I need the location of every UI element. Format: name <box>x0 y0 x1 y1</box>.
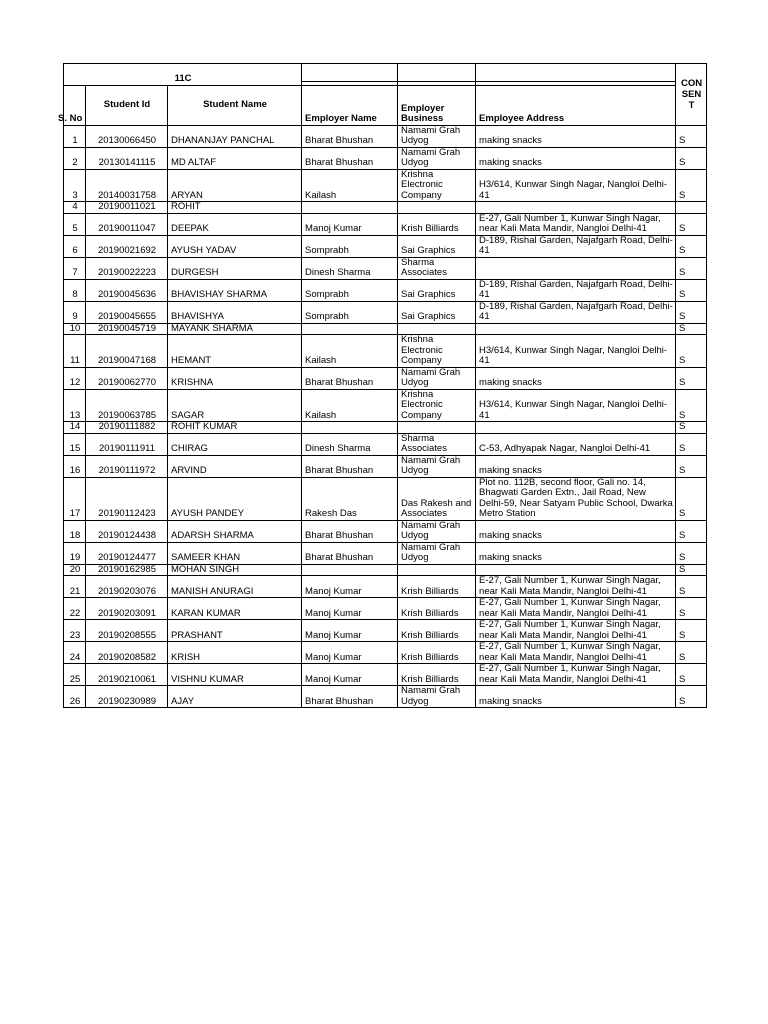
cell-student-name: HEMANT <box>168 335 302 368</box>
cell-sno: 22 <box>64 598 86 620</box>
cell-employee-address: making snacks <box>476 542 676 564</box>
cell-employee-address: D-189, Rishal Garden, Najafgarh Road, Delhi-41 <box>476 279 676 301</box>
cell-sno: 4 <box>64 202 86 214</box>
cell-student-id: 20190208582 <box>86 642 168 664</box>
cell-student-id: 20190210061 <box>86 664 168 686</box>
cell-employer-business: Namami Grah Udyog <box>398 520 476 542</box>
cell-employee-address: C-53, Adhyapak Nagar, Nangloi Delhi-41 <box>476 433 676 455</box>
cell-student-id: 20190063785 <box>86 389 168 422</box>
cell-employee-address: H3/614, Kunwar Singh Nagar, Nangloi Delhi-41 <box>476 335 676 368</box>
cell-employee-address: D-189, Rishal Garden, Najafgarh Road, Delhi-41 <box>476 301 676 323</box>
cell-employer-name: Bharat Bhushan <box>302 520 398 542</box>
cell-employee-address: making snacks <box>476 367 676 389</box>
cell-student-name: ARYAN <box>168 169 302 202</box>
table-row <box>64 125 707 147</box>
cell-consent: S <box>676 520 707 542</box>
cell-employer-name: Somprabh <box>302 301 398 323</box>
table-row <box>64 422 707 434</box>
cell-employer-business: Krish Billiards <box>398 664 476 686</box>
table-row <box>64 335 707 368</box>
cell-student-name: ADARSH SHARMA <box>168 520 302 542</box>
cell-employer-name <box>302 323 398 335</box>
cell-employer-name <box>302 202 398 214</box>
cell-employer-business: Krishna Electronic Company <box>398 389 476 422</box>
cell-student-id: 20190208555 <box>86 620 168 642</box>
cell-student-name: AYUSH YADAV <box>168 235 302 257</box>
cell-student-name: PRASHANT <box>168 620 302 642</box>
cell-student-name: KRISH <box>168 642 302 664</box>
cell-sno: 23 <box>64 620 86 642</box>
cell-employer-business <box>398 422 476 434</box>
cell-employer-name: Bharat Bhushan <box>302 542 398 564</box>
cell-employee-address: H3/614, Kunwar Singh Nagar, Nangloi Delhi-41 <box>476 169 676 202</box>
table-row <box>64 642 707 664</box>
table-row <box>64 213 707 235</box>
cell-employer-name: Manoj Kumar <box>302 620 398 642</box>
cell-student-name: ROHIT KUMAR <box>168 422 302 434</box>
cell-student-id: 20190203076 <box>86 576 168 598</box>
cell-employee-address: making snacks <box>476 147 676 169</box>
cell-student-name: SAMEER KHAN <box>168 542 302 564</box>
cell-employer-name: Rakesh Das <box>302 477 398 520</box>
cell-employer-business: Namami Grah Udyog <box>398 542 476 564</box>
table-body <box>58 64 707 708</box>
cell-employer-name: Dinesh Sharma <box>302 257 398 279</box>
cell-employer-name: Kailash <box>302 169 398 202</box>
cell-consent: S <box>676 664 707 686</box>
student-employer-sheet <box>58 63 707 708</box>
cell-employer-name: Manoj Kumar <box>302 213 398 235</box>
table-row <box>64 455 707 477</box>
cell-consent: S <box>676 147 707 169</box>
cell-employer-name: Bharat Bhushan <box>302 686 398 708</box>
table-row <box>64 202 707 214</box>
cell-student-name: MAYANK SHARMA <box>168 323 302 335</box>
cell-employer-business <box>398 323 476 335</box>
cell-student-id: 20190111911 <box>86 433 168 455</box>
cell-employee-address: making snacks <box>476 125 676 147</box>
cell-employer-business: Das Rakesh and Associates <box>398 477 476 520</box>
cell-employer-name: Dinesh Sharma <box>302 433 398 455</box>
cell-employer-name <box>302 422 398 434</box>
cell-sno: 18 <box>64 520 86 542</box>
cell-employer-business: Namami Grah Udyog <box>398 125 476 147</box>
cell-student-name: AYUSH PANDEY <box>168 477 302 520</box>
table-row <box>64 257 707 279</box>
cell-sno: 6 <box>64 235 86 257</box>
cell-consent: S <box>676 257 707 279</box>
cell-employer-business: Namami Grah Udyog <box>398 147 476 169</box>
cell-consent: S <box>676 598 707 620</box>
cell-employer-name: Somprabh <box>302 235 398 257</box>
cell-student-name: DEEPAK <box>168 213 302 235</box>
cell-employer-business: Namami Grah Udyog <box>398 686 476 708</box>
cell-student-name: BHAVISHAY SHARMA <box>168 279 302 301</box>
cell-employee-address: E-27, Gali Number 1, Kunwar Singh Nagar, near Kali Mata Mandir, Nangloi Delhi-41 <box>476 576 676 598</box>
cell-sno: 11 <box>64 335 86 368</box>
cell-student-name: MD ALTAF <box>168 147 302 169</box>
cell-student-name: CHIRAG <box>168 433 302 455</box>
cell-employer-name <box>302 564 398 576</box>
table-row <box>64 564 707 576</box>
cell-employer-name: Bharat Bhushan <box>302 367 398 389</box>
cell-employee-address: E-27, Gali Number 1, Kunwar Singh Nagar, near Kali Mata Mandir, Nangloi Delhi-41 <box>476 598 676 620</box>
cell-consent: S <box>676 642 707 664</box>
cell-employee-address: E-27, Gali Number 1, Kunwar Singh Nagar, near Kali Mata Mandir, Nangloi Delhi-41 <box>476 664 676 686</box>
cell-employee-address: making snacks <box>476 455 676 477</box>
blank-cell <box>398 64 476 82</box>
cell-sno: 12 <box>64 367 86 389</box>
student-employer-table <box>58 63 707 708</box>
cell-employee-address: H3/614, Kunwar Singh Nagar, Nangloi Delhi-41 <box>476 389 676 422</box>
cell-student-id: 20190230989 <box>86 686 168 708</box>
cell-consent: S <box>676 564 707 576</box>
cell-student-name: MANISH ANURAGI <box>168 576 302 598</box>
cell-employer-name: Kailash <box>302 389 398 422</box>
blank-cell <box>476 64 676 82</box>
cell-student-id: 20190045636 <box>86 279 168 301</box>
class-title: 11C <box>64 64 302 86</box>
cell-employer-name: Kailash <box>302 335 398 368</box>
cell-sno: 17 <box>64 477 86 520</box>
title-row <box>64 64 707 82</box>
cell-consent: S <box>676 235 707 257</box>
cell-employee-address <box>476 257 676 279</box>
cell-student-id: 20130141115 <box>86 147 168 169</box>
table-row <box>64 147 707 169</box>
cell-employee-address <box>476 564 676 576</box>
cell-consent: S <box>676 422 707 434</box>
cell-student-id: 20190124477 <box>86 542 168 564</box>
table-row <box>64 664 707 686</box>
cell-sno: 19 <box>64 542 86 564</box>
cell-employer-business: Sai Graphics <box>398 235 476 257</box>
cell-student-id: 20190045719 <box>86 323 168 335</box>
cell-consent: S <box>676 389 707 422</box>
cell-consent: S <box>676 576 707 598</box>
cell-sno: 3 <box>64 169 86 202</box>
table-row <box>64 620 707 642</box>
table-row <box>64 520 707 542</box>
table-row <box>64 433 707 455</box>
cell-sno: 16 <box>64 455 86 477</box>
cell-consent <box>676 202 707 214</box>
cell-consent: S <box>676 542 707 564</box>
cell-employee-address: making snacks <box>476 520 676 542</box>
cell-employer-business: Krishna Electronic Company <box>398 335 476 368</box>
cell-consent: S <box>676 213 707 235</box>
cell-consent: S <box>676 335 707 368</box>
cell-employer-business: Krish Billiards <box>398 598 476 620</box>
cell-consent: S <box>676 169 707 202</box>
table-row <box>64 686 707 708</box>
table-row <box>64 279 707 301</box>
cell-employer-business: Sharma Associates <box>398 433 476 455</box>
cell-employer-business: Namami Grah Udyog <box>398 455 476 477</box>
cell-employer-name: Manoj Kumar <box>302 642 398 664</box>
cell-sno: 21 <box>64 576 86 598</box>
table-row <box>64 301 707 323</box>
cell-employer-name: Bharat Bhushan <box>302 125 398 147</box>
blank-cell <box>302 64 398 82</box>
cell-student-id: 20190011047 <box>86 213 168 235</box>
cell-student-name: DURGESH <box>168 257 302 279</box>
cell-employer-name: Somprabh <box>302 279 398 301</box>
cell-sno: 26 <box>64 686 86 708</box>
cell-employer-business: Krish Billiards <box>398 642 476 664</box>
cell-employer-business: Krish Billiards <box>398 213 476 235</box>
cell-employee-address: E-27, Gali Number 1, Kunwar Singh Nagar, near Kali Mata Mandir, Nangloi Delhi-41 <box>476 642 676 664</box>
cell-employer-name: Manoj Kumar <box>302 664 398 686</box>
cell-employer-name: Manoj Kumar <box>302 598 398 620</box>
cell-consent: S <box>676 686 707 708</box>
table-row <box>64 389 707 422</box>
header-row <box>64 85 707 125</box>
cell-employer-business: Sharma Associates <box>398 257 476 279</box>
cell-sno: 2 <box>64 147 86 169</box>
cell-student-id: 20190062770 <box>86 367 168 389</box>
cell-student-id: 20190124438 <box>86 520 168 542</box>
cell-employer-business: Krish Billiards <box>398 576 476 598</box>
table-row <box>64 323 707 335</box>
cell-consent: S <box>676 125 707 147</box>
cell-employee-address: D-189, Rishal Garden, Najafgarh Road, Delhi-41 <box>476 235 676 257</box>
cell-employer-business: Krishna Electronic Company <box>398 169 476 202</box>
cell-student-id: 20190111972 <box>86 455 168 477</box>
cell-consent: S <box>676 301 707 323</box>
cell-sno: 25 <box>64 664 86 686</box>
cell-student-name: ROHIT <box>168 202 302 214</box>
cell-consent: S <box>676 367 707 389</box>
cell-employer-name: Bharat Bhushan <box>302 455 398 477</box>
cell-employee-address: Plot no. 112B, second floor, Gali no. 14, Bhagwati Garden Extn., Jail Road, New Delhi-59, Near Satyam Public School, Dwarka Metro Station <box>476 477 676 520</box>
header-sno: S. No <box>64 85 86 125</box>
cell-consent: S <box>676 323 707 335</box>
cell-employer-business <box>398 202 476 214</box>
cell-student-id: 20190047168 <box>86 335 168 368</box>
cell-student-name: BHAVISHYA <box>168 301 302 323</box>
cell-sno: 8 <box>64 279 86 301</box>
table-row <box>64 598 707 620</box>
cell-consent: S <box>676 279 707 301</box>
cell-employer-business: Namami Grah Udyog <box>398 367 476 389</box>
cell-sno: 20 <box>64 564 86 576</box>
cell-student-id: 20190045655 <box>86 301 168 323</box>
cell-sno: 15 <box>64 433 86 455</box>
table-row <box>64 477 707 520</box>
header-consent: CON SEN T <box>676 64 707 126</box>
header-student-name: Student Name <box>168 85 302 125</box>
cell-employee-address <box>476 422 676 434</box>
table-row <box>64 169 707 202</box>
cell-employee-address <box>476 323 676 335</box>
cell-student-id: 20190011021 <box>86 202 168 214</box>
cell-student-id: 20190022223 <box>86 257 168 279</box>
header-employer-name: Employer Name <box>302 85 398 125</box>
cell-employee-address: E-27, Gali Number 1, Kunwar Singh Nagar, near Kali Mata Mandir, Nangloi Delhi-41 <box>476 213 676 235</box>
cell-employer-business: Sai Graphics <box>398 301 476 323</box>
cell-sno: 14 <box>64 422 86 434</box>
cell-student-id: 20140031758 <box>86 169 168 202</box>
header-employer-business: Employer Business <box>398 85 476 125</box>
cell-student-name: KARAN KUMAR <box>168 598 302 620</box>
cell-sno: 13 <box>64 389 86 422</box>
table-row <box>64 542 707 564</box>
cell-student-id: 20190112423 <box>86 477 168 520</box>
cell-consent: S <box>676 477 707 520</box>
table-row <box>64 576 707 598</box>
table-row <box>64 235 707 257</box>
table-row <box>64 367 707 389</box>
header-student-id: Student Id <box>86 85 168 125</box>
cell-consent: S <box>676 455 707 477</box>
cell-student-name: ARVIND <box>168 455 302 477</box>
cell-consent: S <box>676 620 707 642</box>
cell-student-name: VISHNU KUMAR <box>168 664 302 686</box>
cell-employee-address <box>476 202 676 214</box>
cell-employer-business: Krish Billiards <box>398 620 476 642</box>
cell-student-id: 20130066450 <box>86 125 168 147</box>
cell-sno: 7 <box>64 257 86 279</box>
cell-employee-address: making snacks <box>476 686 676 708</box>
cell-student-id: 20190021692 <box>86 235 168 257</box>
cell-sno: 9 <box>64 301 86 323</box>
cell-student-id: 20190162985 <box>86 564 168 576</box>
cell-student-name: DHANANJAY PANCHAL <box>168 125 302 147</box>
cell-student-name: MOHAN SINGH <box>168 564 302 576</box>
cell-sno: 1 <box>64 125 86 147</box>
cell-consent: S <box>676 433 707 455</box>
header-employee-address: Employee Address <box>476 85 676 125</box>
cell-sno: 5 <box>64 213 86 235</box>
cell-employer-business <box>398 564 476 576</box>
cell-sno: 24 <box>64 642 86 664</box>
cell-employer-name: Manoj Kumar <box>302 576 398 598</box>
cell-student-id: 20190203091 <box>86 598 168 620</box>
cell-student-name: AJAY <box>168 686 302 708</box>
cell-employer-name: Bharat Bhushan <box>302 147 398 169</box>
cell-employee-address: E-27, Gali Number 1, Kunwar Singh Nagar, near Kali Mata Mandir, Nangloi Delhi-41 <box>476 620 676 642</box>
cell-student-id: 20190111882 <box>86 422 168 434</box>
cell-student-name: SAGAR <box>168 389 302 422</box>
cell-sno: 10 <box>64 323 86 335</box>
cell-employer-business: Sai Graphics <box>398 279 476 301</box>
cell-student-name: KRISHNA <box>168 367 302 389</box>
